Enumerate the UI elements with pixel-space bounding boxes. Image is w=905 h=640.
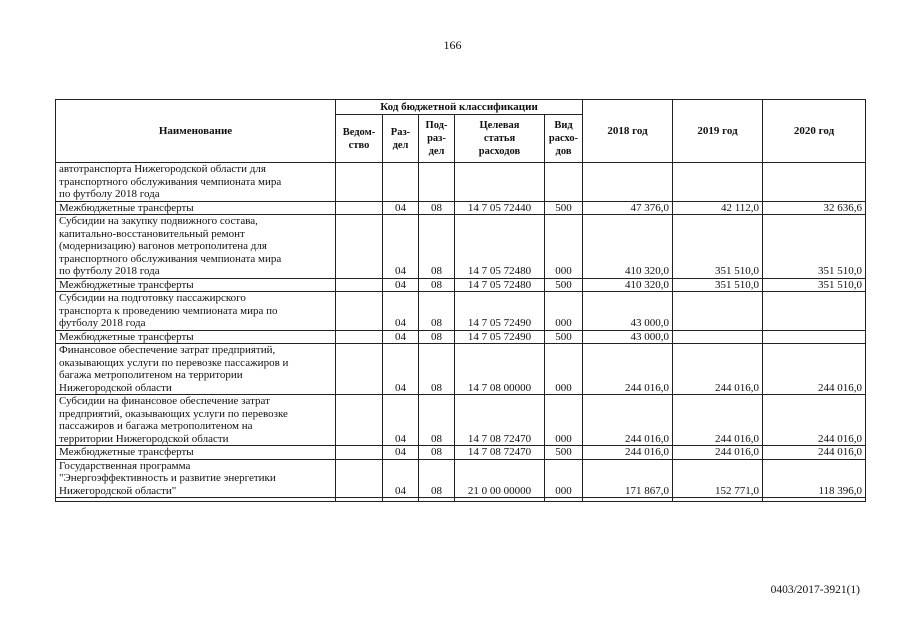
cell-vid-raskhodov: 500 — [545, 201, 583, 215]
cell-vedomstvo — [336, 459, 383, 498]
cell-2018: 43 000,0 — [583, 330, 673, 344]
cell-vedomstvo — [336, 278, 383, 292]
cell-name — [56, 278, 336, 292]
cell-name — [56, 344, 336, 395]
cell-tselevaya-statya: 14 7 05 72490 — [455, 292, 545, 331]
cell-2020: 244 016,0 — [763, 395, 866, 446]
name-line: территории Нижегородской области — [59, 432, 229, 445]
cell-2018 — [583, 163, 673, 202]
cell-vedomstvo — [336, 330, 383, 344]
col-header-razdel — [383, 115, 419, 163]
cell-2019 — [673, 292, 763, 331]
table-row — [56, 395, 866, 446]
budget-table — [55, 99, 866, 502]
cell-2018: 410 320,0 — [583, 278, 673, 292]
header-row-1 — [56, 100, 866, 115]
name-line: Субсидии на закупку подвижного состава, — [59, 215, 258, 227]
col-header-vedomstvo — [336, 115, 383, 163]
cell-2020 — [763, 330, 866, 344]
cell-2020: 351 510,0 — [763, 278, 866, 292]
cell-2020 — [763, 163, 866, 202]
cell-name — [56, 395, 336, 446]
name-line: по футболу 2018 года — [59, 188, 160, 200]
cell-vid-raskhodov: 500 — [545, 446, 583, 460]
name-line: Субсидии на финансовое обеспечение затрат — [59, 395, 270, 407]
table-row — [56, 215, 866, 279]
cell-name — [56, 292, 336, 331]
cell-podrazdel: 08 — [419, 344, 455, 395]
cell-2018: 410 320,0 — [583, 215, 673, 279]
cell-vid-raskhodov: 000 — [545, 459, 583, 498]
name-line: (модернизацию) вагонов метрополитена для — [59, 240, 267, 252]
cell-2020: 32 636,6 — [763, 201, 866, 215]
cell-razdel: 04 — [383, 459, 419, 498]
table-row — [56, 446, 866, 460]
cell-vid-raskhodov — [545, 163, 583, 202]
cell-tselevaya-statya: 14 7 05 72440 — [455, 201, 545, 215]
cell-2020: 244 016,0 — [763, 344, 866, 395]
cell-vedomstvo — [336, 395, 383, 446]
table-row — [56, 292, 866, 331]
name-line: Межбюджетные трансферты — [59, 201, 194, 214]
cell-tselevaya-statya: 14 7 08 72470 — [455, 446, 545, 460]
name-line: транспорта к проведению чемпионата мира по — [59, 304, 278, 317]
cell-vid-raskhodov: 500 — [545, 330, 583, 344]
name-line: по футболу 2018 года — [59, 265, 160, 277]
name-line: капитально-восстановительный ремонт — [59, 227, 245, 240]
name-line: предприятий, оказывающих услуги по перевозке — [59, 407, 288, 420]
cell-podrazdel: 08 — [419, 292, 455, 331]
cell-name — [56, 215, 336, 279]
cell-name — [56, 163, 336, 202]
continuation-cell — [673, 498, 763, 502]
header-text: статья — [483, 133, 516, 144]
cell-tselevaya-statya: 14 7 05 72480 — [455, 215, 545, 279]
cell-vedomstvo — [336, 446, 383, 460]
table-row — [56, 278, 866, 292]
cell-2018: 43 000,0 — [583, 292, 673, 331]
header-text: Вид — [554, 120, 573, 131]
cell-podrazdel: 08 — [419, 201, 455, 215]
name-line: транспортного обслуживания чемпионата мира — [59, 175, 282, 188]
page-number: 166 — [443, 38, 462, 52]
header-text: расходов — [478, 146, 521, 157]
cell-name — [56, 201, 336, 215]
cell-2018: 244 016,0 — [583, 395, 673, 446]
cell-vedomstvo — [336, 163, 383, 202]
name-line: Нижегородской области — [59, 381, 172, 394]
cell-name — [56, 459, 336, 498]
cell-2020 — [763, 292, 866, 331]
cell-tselevaya-statya: 14 7 05 72490 — [455, 330, 545, 344]
cell-podrazdel: 08 — [419, 459, 455, 498]
name-line: Межбюджетные трансферты — [59, 278, 194, 291]
header-text: дел — [392, 139, 409, 151]
cell-2020: 351 510,0 — [763, 215, 866, 279]
cell-podrazdel — [419, 163, 455, 202]
cell-vid-raskhodov: 000 — [545, 395, 583, 446]
cell-2019: 42 112,0 — [673, 201, 763, 215]
name-line: Межбюджетные трансферты — [59, 446, 194, 458]
table-row — [56, 330, 866, 344]
continuation-cell — [383, 498, 419, 502]
cell-razdel: 04 — [383, 344, 419, 395]
cell-tselevaya-statya: 14 7 08 72470 — [455, 395, 545, 446]
name-line: пассажиров и багажа метрополитеном на — [59, 420, 253, 432]
col-header-vid-raskhodov — [545, 115, 583, 163]
cell-vedomstvo — [336, 292, 383, 331]
cell-razdel: 04 — [383, 201, 419, 215]
cell-2018: 171 867,0 — [583, 459, 673, 498]
name-line: автотранспорта Нижегородской области для — [59, 163, 266, 175]
table-row — [56, 344, 866, 395]
continuation-cell — [336, 498, 383, 502]
col-header-podrazdel — [419, 115, 455, 163]
cell-razdel: 04 — [383, 395, 419, 446]
name-line: "Энергоэффективность и развитие энергетики — [59, 472, 276, 484]
col-header-2019: 2019 год — [673, 100, 763, 163]
cell-2020: 118 396,0 — [763, 459, 866, 498]
cell-name — [56, 446, 336, 460]
cell-vid-raskhodov: 000 — [545, 292, 583, 331]
continuation-cell — [56, 498, 336, 502]
cell-2019: 351 510,0 — [673, 215, 763, 279]
cell-razdel: 04 — [383, 446, 419, 460]
cell-podrazdel: 08 — [419, 278, 455, 292]
header-text: Раз- — [390, 126, 411, 138]
col-header-tselevaya-statya — [455, 115, 545, 163]
cell-2018: 244 016,0 — [583, 446, 673, 460]
name-line: Финансовое обеспечение затрат предприятий, — [59, 344, 276, 356]
cell-2019: 244 016,0 — [673, 344, 763, 395]
cell-tselevaya-statya: 14 7 08 00000 — [455, 344, 545, 395]
name-line: Государственная программа — [59, 459, 191, 472]
cell-2019: 244 016,0 — [673, 446, 763, 460]
table-continuation-row — [56, 498, 866, 502]
cell-vid-raskhodov: 500 — [545, 278, 583, 292]
cell-tselevaya-statya: 21 0 00 00000 — [455, 459, 545, 498]
cell-tselevaya-statya — [455, 163, 545, 202]
cell-vid-raskhodov: 000 — [545, 344, 583, 395]
cell-razdel: 04 — [383, 330, 419, 344]
col-header-kbk: Код бюджетной классификации — [336, 100, 583, 115]
cell-vedomstvo — [336, 201, 383, 215]
name-line: Нижегородской области" — [59, 484, 177, 497]
table-row — [56, 201, 866, 215]
name-line: транспортного обслуживания чемпионата мира — [59, 252, 282, 265]
table-body — [56, 163, 866, 502]
cell-vedomstvo — [336, 344, 383, 395]
cell-2020: 244 016,0 — [763, 446, 866, 460]
continuation-cell — [583, 498, 673, 502]
header-text: Под- — [425, 120, 448, 131]
col-header-2018: 2018 год — [583, 100, 673, 163]
table-row — [56, 459, 866, 498]
col-header-2020: 2020 год — [763, 100, 866, 163]
name-line: Межбюджетные трансферты — [59, 330, 194, 343]
cell-2018: 244 016,0 — [583, 344, 673, 395]
cell-2019: 351 510,0 — [673, 278, 763, 292]
header-text: дов — [555, 146, 572, 157]
cell-2019 — [673, 163, 763, 202]
cell-podrazdel: 08 — [419, 446, 455, 460]
header-text: дел — [428, 146, 445, 157]
cell-podrazdel: 08 — [419, 215, 455, 279]
cell-2019: 152 771,0 — [673, 459, 763, 498]
cell-2018: 47 376,0 — [583, 201, 673, 215]
header-text: ство — [348, 139, 370, 151]
name-line: Субсидии на подготовку пассажирского — [59, 292, 246, 304]
cell-razdel: 04 — [383, 278, 419, 292]
cell-tselevaya-statya: 14 7 05 72480 — [455, 278, 545, 292]
header-text: Целевая — [479, 120, 520, 131]
document-code: 0403/2017-3921(1) — [770, 584, 860, 596]
col-header-name: Наименование — [56, 100, 336, 163]
header-text: Ведом- — [342, 126, 376, 138]
cell-razdel: 04 — [383, 292, 419, 331]
cell-podrazdel: 08 — [419, 330, 455, 344]
header-text: расхо- — [548, 133, 579, 144]
cell-podrazdel: 08 — [419, 395, 455, 446]
continuation-cell — [455, 498, 545, 502]
cell-2019 — [673, 330, 763, 344]
cell-razdel — [383, 163, 419, 202]
continuation-cell — [763, 498, 866, 502]
header-text: раз- — [427, 133, 446, 144]
continuation-cell — [419, 498, 455, 502]
name-line: футболу 2018 года — [59, 317, 146, 329]
table-row — [56, 163, 866, 202]
name-line: оказывающих услуги по перевозке пассажиров и — [59, 356, 289, 369]
cell-2019: 244 016,0 — [673, 395, 763, 446]
cell-vid-raskhodov: 000 — [545, 215, 583, 279]
cell-vedomstvo — [336, 215, 383, 279]
continuation-cell — [545, 498, 583, 502]
cell-name — [56, 330, 336, 344]
name-line: багажа метрополитеном на территории — [59, 369, 243, 381]
cell-razdel: 04 — [383, 215, 419, 279]
